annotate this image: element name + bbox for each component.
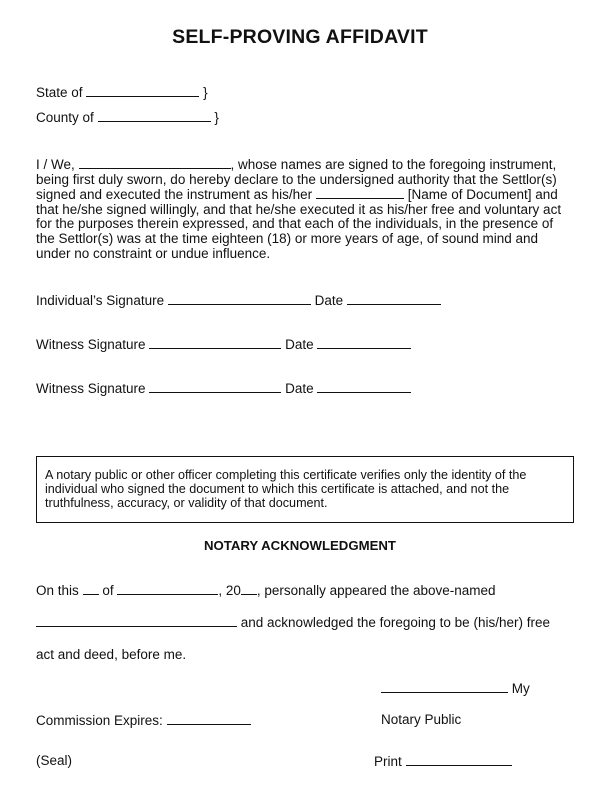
witness-2-signature-field[interactable] (149, 380, 281, 393)
declaration-text: , whose names are signed to the foregoing instrument, being first duly sworn, do hereby declare to the undersigned authority that the Settlor(s) signed and executed the instrument as his/her (36, 157, 557, 203)
declaration-continued-text: [Name of Document] and that he/she signed willingly, and that he/she executed it as his/her free and voluntary act for the purposes therein expressed, and that each of the individuals, in the presence of the Settlor(s) was at the time eighteen (18) or more years of age, of sound mind and under no constraint or undue influence. (36, 187, 562, 261)
appeared-name-field[interactable] (36, 614, 237, 627)
state-brace: } (203, 85, 208, 100)
appearance-line (36, 582, 496, 598)
print-line (374, 753, 512, 769)
state-field[interactable] (86, 84, 199, 97)
notary-notice-box: A notary public or other officer completing this certificate verifies only the identity of the individual who signed the document to which this certificate is attached, and not the truthfulness, accuracy, or validity of that document. (36, 456, 574, 523)
appeared-name-line (36, 614, 550, 630)
document-title: SELF-PROVING AFFIDAVIT (172, 26, 428, 48)
notary-acknowledgment-heading: NOTARY ACKNOWLEDGMENT (204, 538, 396, 553)
document-name-field[interactable] (316, 187, 404, 199)
print-name-field[interactable] (406, 753, 512, 766)
on-this-label: On this (36, 583, 79, 598)
county-field[interactable] (98, 109, 211, 122)
individual-signature-label: Individual’s Signature (36, 293, 165, 308)
witness-2-date-field[interactable] (317, 380, 411, 393)
commission-expires-line (36, 712, 251, 728)
my-label: My (511, 681, 530, 696)
witness-1-date-label: Date (285, 337, 314, 352)
individual-date-field[interactable] (347, 292, 441, 305)
seal-label: (Seal) (36, 753, 73, 768)
witness-2-signature-line (36, 380, 411, 396)
month-field[interactable] (117, 582, 218, 595)
witness-1-date-field[interactable] (317, 336, 411, 349)
county-line (36, 109, 219, 125)
witness-1-signature-line (36, 336, 411, 352)
witness-2-signature-label: Witness Signature (36, 381, 146, 396)
individual-date-label: Date (314, 293, 344, 308)
county-label: County of (36, 110, 94, 125)
county-brace: } (214, 110, 219, 125)
of-label: of (102, 583, 114, 598)
notary-signature-line (381, 680, 530, 696)
affiant-prefix: I / We, (36, 157, 75, 172)
state-label: State of (36, 85, 83, 100)
year-prefix: , 20 (218, 583, 241, 598)
witness-1-signature-label: Witness Signature (36, 337, 146, 352)
commission-expires-field[interactable] (167, 712, 251, 725)
affidavit-paragraph (36, 157, 564, 261)
notary-public-label: Notary Public (381, 712, 462, 727)
individual-signature-line (36, 292, 441, 308)
witness-2-date-label: Date (285, 381, 314, 396)
individual-signature-field[interactable] (168, 292, 311, 305)
acknowledged-text: and acknowledged the foregoing to be (his/her) free (240, 615, 550, 630)
state-line (36, 84, 208, 100)
witness-1-signature-field[interactable] (149, 336, 281, 349)
appeared-text: , personally appeared the above-named (256, 583, 496, 598)
print-label: Print (374, 754, 402, 769)
year-field[interactable] (241, 582, 257, 595)
notary-signature-field[interactable] (381, 680, 508, 693)
affiant-names-field[interactable] (79, 157, 231, 169)
act-and-deed-line: act and deed, before me. (36, 647, 187, 662)
day-field[interactable] (83, 582, 99, 595)
commission-expires-label: Commission Expires: (36, 713, 163, 728)
